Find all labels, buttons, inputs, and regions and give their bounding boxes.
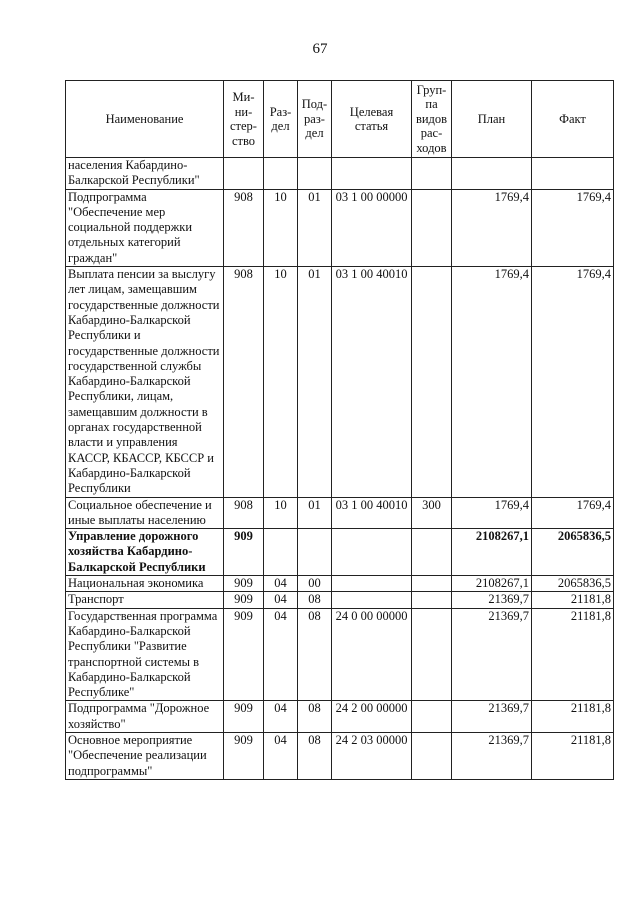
cell-target: 24 2 03 00000 <box>332 732 412 779</box>
cell-subsection: 08 <box>298 701 332 733</box>
cell-ministry: 909 <box>224 701 264 733</box>
cell-target: 03 1 00 00000 <box>332 189 412 266</box>
cell-fact <box>532 158 614 190</box>
cell-ministry: 909 <box>224 608 264 701</box>
cell-subsection: 01 <box>298 497 332 529</box>
cell-plan: 1769,4 <box>452 267 532 497</box>
cell-name: Социальное обеспечение и иные выплаты населению <box>66 497 224 529</box>
cell-expense-group <box>412 592 452 608</box>
cell-plan: 21369,7 <box>452 608 532 701</box>
table-body <box>66 158 614 780</box>
cell-ministry: 908 <box>224 497 264 529</box>
cell-ministry: 909 <box>224 592 264 608</box>
budget-table <box>65 80 614 780</box>
cell-name: Подпрограмма "Обеспечение мер социальной поддержки отдельных категорий граждан" <box>66 189 224 266</box>
cell-section: 04 <box>264 576 298 592</box>
cell-name: Государственная программа Кабардино-Балкарской Республики "Развитие транспортной системы в Кабардино-Балкарской Республике" <box>66 608 224 701</box>
header-plan: План <box>452 81 532 158</box>
cell-plan: 1769,4 <box>452 189 532 266</box>
cell-subsection: 01 <box>298 267 332 497</box>
cell-subsection <box>298 158 332 190</box>
cell-section: 04 <box>264 592 298 608</box>
cell-expense-group <box>412 267 452 497</box>
cell-section <box>264 529 298 576</box>
header-name: Наименование <box>66 81 224 158</box>
cell-fact: 21181,8 <box>532 608 614 701</box>
cell-plan <box>452 158 532 190</box>
cell-fact: 21181,8 <box>532 732 614 779</box>
cell-fact: 1769,4 <box>532 189 614 266</box>
cell-ministry: 909 <box>224 576 264 592</box>
cell-ministry: 909 <box>224 732 264 779</box>
header-section: Раз- дел <box>264 81 298 158</box>
cell-name: Подпрограмма "Дорожное хозяйство" <box>66 701 224 733</box>
table-row <box>66 267 614 497</box>
cell-plan: 2108267,1 <box>452 576 532 592</box>
cell-fact: 2065836,5 <box>532 576 614 592</box>
cell-target: 24 2 00 00000 <box>332 701 412 733</box>
cell-subsection: 08 <box>298 608 332 701</box>
cell-section <box>264 158 298 190</box>
cell-subsection: 01 <box>298 189 332 266</box>
cell-expense-group <box>412 189 452 266</box>
cell-subsection: 08 <box>298 592 332 608</box>
table-row <box>66 592 614 608</box>
cell-expense-group <box>412 701 452 733</box>
cell-expense-group <box>412 158 452 190</box>
cell-ministry <box>224 158 264 190</box>
cell-target <box>332 592 412 608</box>
cell-name: Основное мероприятие "Обеспечение реализации подпрограммы" <box>66 732 224 779</box>
cell-target <box>332 158 412 190</box>
table-row <box>66 608 614 701</box>
page-number: 67 <box>312 41 328 57</box>
cell-section: 10 <box>264 189 298 266</box>
cell-section: 10 <box>264 267 298 497</box>
cell-fact: 1769,4 <box>532 267 614 497</box>
cell-section: 04 <box>264 701 298 733</box>
table-row <box>66 732 614 779</box>
cell-plan: 21369,7 <box>452 701 532 733</box>
header-ministry: Ми- ни- стер- ство <box>224 81 264 158</box>
table-row <box>66 189 614 266</box>
table-header <box>66 81 614 158</box>
cell-target: 03 1 00 40010 <box>332 267 412 497</box>
cell-section: 04 <box>264 732 298 779</box>
table-row <box>66 576 614 592</box>
cell-plan: 21369,7 <box>452 592 532 608</box>
table-row <box>66 158 614 190</box>
cell-expense-group <box>412 608 452 701</box>
cell-section: 10 <box>264 497 298 529</box>
cell-ministry: 909 <box>224 529 264 576</box>
cell-name: населения Кабардино-Балкарской Республики" <box>66 158 224 190</box>
cell-name: Транспорт <box>66 592 224 608</box>
cell-plan: 1769,4 <box>452 497 532 529</box>
cell-plan: 2108267,1 <box>452 529 532 576</box>
cell-target: 24 0 00 00000 <box>332 608 412 701</box>
cell-fact: 21181,8 <box>532 701 614 733</box>
cell-name: Управление дорожного хозяйства Кабардино-Балкарской Республики <box>66 529 224 576</box>
cell-expense-group <box>412 576 452 592</box>
cell-expense-group: 300 <box>412 497 452 529</box>
cell-subsection: 00 <box>298 576 332 592</box>
cell-ministry: 908 <box>224 267 264 497</box>
cell-subsection <box>298 529 332 576</box>
header-fact: Факт <box>532 81 614 158</box>
cell-expense-group <box>412 529 452 576</box>
cell-fact: 21181,8 <box>532 592 614 608</box>
cell-ministry: 908 <box>224 189 264 266</box>
cell-target: 03 1 00 40010 <box>332 497 412 529</box>
header-expense-group: Груп- па видов рас- ходов <box>412 81 452 158</box>
cell-fact: 2065836,5 <box>532 529 614 576</box>
cell-name: Национальная экономика <box>66 576 224 592</box>
cell-name: Выплата пенсии за выслугу лет лицам, замещавшим государственные должности Кабардино-Балкарской Республики и государственные должности государственной службы Кабардино-Балкарской Республики, лицам, замещавшим должности в органах государственной власти и управления КАССР, КБАССР, КБССР и Кабардино-Балкарской Республики <box>66 267 224 497</box>
cell-section: 04 <box>264 608 298 701</box>
cell-plan: 21369,7 <box>452 732 532 779</box>
header-subsection: Под- раз- дел <box>298 81 332 158</box>
table-row <box>66 701 614 733</box>
header-target: Целевая статья <box>332 81 412 158</box>
cell-target <box>332 529 412 576</box>
cell-fact: 1769,4 <box>532 497 614 529</box>
cell-expense-group <box>412 732 452 779</box>
cell-subsection: 08 <box>298 732 332 779</box>
cell-target <box>332 576 412 592</box>
table-row <box>66 529 614 576</box>
table-row <box>66 497 614 529</box>
